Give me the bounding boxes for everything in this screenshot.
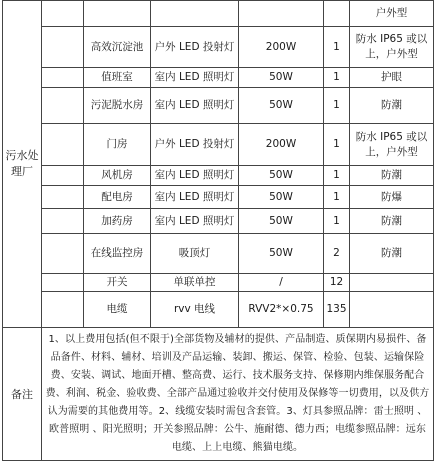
power-cell: 50W — [239, 234, 324, 274]
location-cell: 高效沉淀池 — [84, 27, 151, 68]
power-cell: RVV2*×0.75 — [239, 292, 324, 328]
requirement-cell: 防潮 — [350, 209, 434, 234]
table-row — [3, 68, 434, 88]
fixture-cell: 室内 LED 照明灯 — [151, 88, 239, 124]
blank-cell — [42, 166, 84, 186]
blank-cell — [42, 274, 84, 292]
fixture-cell: 户外 LED 投射灯 — [151, 124, 239, 166]
qty-cell: 12 — [324, 274, 350, 292]
qty-cell: 1 — [324, 209, 350, 234]
requirement-cell: 防潮 — [350, 166, 434, 186]
power-cell: 50W — [239, 209, 324, 234]
fixture-cell: 室内 LED 照明灯 — [151, 68, 239, 88]
blank-cell — [42, 292, 84, 328]
qty-cell: 1 — [324, 186, 350, 209]
fixture-cell — [151, 1, 239, 27]
fixture-cell: 吸顶灯 — [151, 234, 239, 274]
blank-cell — [42, 27, 84, 68]
location-cell — [84, 1, 151, 27]
requirement-cell — [350, 274, 434, 292]
location-cell: 在线监控房 — [84, 234, 151, 274]
power-cell: / — [239, 274, 324, 292]
table-row — [3, 274, 434, 292]
qty-cell: 1 — [324, 27, 350, 68]
table-row — [3, 1, 434, 27]
location-cell: 风机房 — [84, 166, 151, 186]
table-row — [3, 166, 434, 186]
requirement-cell: 防潮 — [350, 88, 434, 124]
fixture-cell: rvv 电线 — [151, 292, 239, 328]
blank-cell — [42, 68, 84, 88]
requirement-cell: 护眼 — [350, 68, 434, 88]
blank-cell — [42, 234, 84, 274]
notes-row — [3, 328, 434, 461]
requirement-cell: 防潮 — [350, 234, 434, 274]
location-cell: 配电房 — [84, 186, 151, 209]
qty-cell: 1 — [324, 124, 350, 166]
qty-cell: 1 — [324, 88, 350, 124]
location-cell: 加药房 — [84, 209, 151, 234]
power-cell: 50W — [239, 88, 324, 124]
power-cell: 200W — [239, 27, 324, 68]
location-cell: 门房 — [84, 124, 151, 166]
location-cell: 开关 — [84, 274, 151, 292]
location-cell: 污泥脱水房 — [84, 88, 151, 124]
fixture-cell: 室内 LED 照明灯 — [151, 209, 239, 234]
notes-label: 备注 — [3, 328, 42, 461]
blank-cell — [42, 209, 84, 234]
fixture-cell: 单联单控 — [151, 274, 239, 292]
table-row — [3, 124, 434, 166]
requirement-cell: 户外型 — [350, 1, 434, 27]
blank-cell — [42, 124, 84, 166]
power-cell: 50W — [239, 68, 324, 88]
power-cell: 50W — [239, 186, 324, 209]
qty-cell: 135 — [324, 292, 350, 328]
table-row — [3, 27, 434, 68]
requirement-cell: 防水 IP65 或以上，户外型 — [350, 27, 434, 68]
fixture-cell: 户外 LED 投射灯 — [151, 27, 239, 68]
blank-cell — [42, 1, 84, 27]
fixture-cell: 室内 LED 照明灯 — [151, 186, 239, 209]
power-cell: 50W — [239, 166, 324, 186]
requirement-cell: 防爆 — [350, 186, 434, 209]
power-cell: 200W — [239, 124, 324, 166]
location-cell: 电缆 — [84, 292, 151, 328]
qty-cell: 2 — [324, 234, 350, 274]
blank-cell — [42, 186, 84, 209]
table-row — [3, 234, 434, 274]
fixture-cell: 室内 LED 照明灯 — [151, 166, 239, 186]
location-cell: 值班室 — [84, 68, 151, 88]
qty-cell — [324, 1, 350, 27]
blank-cell — [42, 88, 84, 124]
notes-text: 1、以上费用包括(但不限于)全部货物及辅材的提供、产品制造、质保期内易损件、备品备件、材料、辅材、培训及产品运输、装卸、搬运、保管、检验、包装、运输保险费、安装、调试、地面开槽、整高费、运行、技术服务支持、保修期内维保服务配合费、利润、税金、验收费、全部产品通过验收并交付使用及保修等一切费用，以及供方认为需要的其他费用等。2、线缆安装时需包含套管。3、灯具参照品牌：雷士照明 、欧普照明 、阳光照明；开关参照品牌：公牛、施耐德、德力西；电缆参照品牌：远东电缆、上上电缆、熊猫电缆。 — [42, 328, 434, 461]
power-cell — [239, 1, 324, 27]
qty-cell: 1 — [324, 68, 350, 88]
table-row — [3, 209, 434, 234]
requirement-cell: 防水 IP65 或以上，户外型 — [350, 124, 434, 166]
lighting-schedule-table — [2, 0, 434, 461]
table-row — [3, 292, 434, 328]
qty-cell: 1 — [324, 166, 350, 186]
requirement-cell — [350, 292, 434, 328]
table-row — [3, 88, 434, 124]
category-cell: 污水处理厂 — [3, 1, 42, 328]
table-row — [3, 186, 434, 209]
